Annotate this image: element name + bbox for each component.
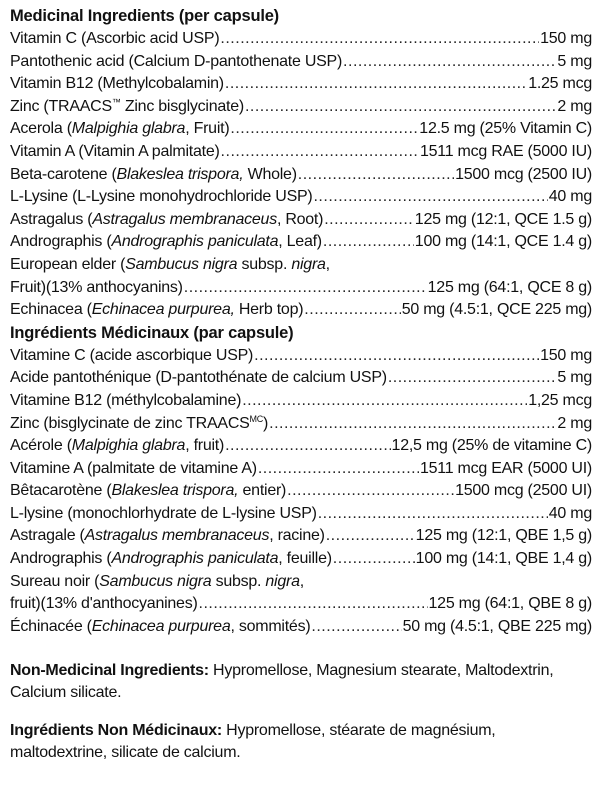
ingredient-name: Vitamin C (Ascorbic acid USP) bbox=[10, 30, 220, 47]
french-medicinal-section bbox=[10, 322, 592, 639]
ingredient-row bbox=[10, 503, 592, 526]
section-heading: Medicinal Ingredients (per capsule) bbox=[10, 7, 279, 25]
latin-name: Astragalus membranaceus bbox=[92, 210, 277, 228]
dot-leader bbox=[269, 413, 556, 436]
dot-leader bbox=[333, 548, 415, 571]
ingredient-row bbox=[10, 277, 592, 300]
latin-name: Blakeslea trispora, bbox=[111, 482, 239, 500]
ingredient-name: Acerola (Malpighia glabra, Fruit) bbox=[10, 120, 230, 138]
dot-leader bbox=[220, 28, 539, 51]
ingredient-row bbox=[10, 616, 592, 639]
ingredient-row bbox=[10, 73, 592, 96]
ingredient-amount: 150 mg bbox=[540, 30, 592, 47]
ingredient-amount: 1500 mcg (2500 IU) bbox=[455, 165, 592, 183]
dot-leader bbox=[225, 435, 390, 458]
ingredient-name: L-lysine (monochlorhydrate de L-lysine USP) bbox=[10, 504, 317, 522]
dot-leader bbox=[304, 299, 400, 322]
ingredient-name: Astragale (Astragalus membranaceus, racine) bbox=[10, 527, 325, 545]
latin-name: Astragalus membranaceus bbox=[84, 527, 270, 545]
section-heading: Ingrédients Médicinaux (par capsule) bbox=[10, 323, 294, 342]
non-medicinal-french bbox=[10, 720, 592, 764]
ingredient-name: L-Lysine (L-Lysine monohydrochloride USP) bbox=[10, 188, 313, 206]
latin-name: Echinacea purpurea bbox=[91, 617, 231, 635]
ingredient-amount: 1511 mcg EAR (5000 UI) bbox=[419, 459, 592, 477]
ingredient-row bbox=[10, 51, 592, 74]
latin-name: Malpighia glabra bbox=[71, 437, 186, 455]
ingredient-name: Vitamine C (acide ascorbique USP) bbox=[10, 346, 254, 364]
ingredient-row bbox=[10, 28, 592, 51]
ingredient-row bbox=[10, 186, 592, 209]
ingredient-row bbox=[10, 118, 592, 141]
dot-leader bbox=[254, 345, 539, 368]
latin-name: Sambucus nigra bbox=[125, 255, 238, 273]
latin-name: Malpighia glabra bbox=[71, 120, 186, 138]
ingredient-name: Vitamin B12 (Methylcobalamin) bbox=[10, 75, 224, 93]
ingredient-name: Pantothenic acid (Calcium D-pantothenate USP) bbox=[10, 52, 343, 70]
ingredient-name: Vitamin A (Vitamin A palmitate) bbox=[10, 142, 220, 160]
dot-leader bbox=[184, 277, 427, 300]
ingredient-amount: 125 mg (64:1, QCE 8 g) bbox=[427, 278, 592, 296]
dot-leader bbox=[298, 164, 454, 187]
english-medicinal-section bbox=[10, 5, 592, 322]
ingredient-amount: 1500 mcg (2500 UI) bbox=[455, 482, 592, 500]
dot-leader bbox=[258, 458, 419, 481]
ingredient-row bbox=[10, 458, 592, 481]
ingredient-row bbox=[10, 141, 592, 164]
ingredient-row bbox=[10, 231, 592, 254]
ingredient-row bbox=[10, 390, 592, 413]
ingredient-amount: 2 mg bbox=[557, 97, 592, 115]
ingredient-row bbox=[10, 593, 592, 616]
ingredient-name: Vitamine A (palmitate de vitamine A) bbox=[10, 459, 257, 477]
ingredient-name: Echinacea (Echinacea purpurea, Herb top) bbox=[10, 301, 304, 319]
ingredient-amount: 125 mg (12:1, QBE 1,5 g) bbox=[415, 527, 592, 545]
non-medicinal-label: Ingrédients Non Médicinaux: bbox=[10, 722, 222, 740]
ingredient-name: Andrographis (Andrographis paniculata, Leaf) bbox=[10, 233, 322, 251]
ingredient-row bbox=[10, 548, 592, 571]
latin-name: Blakeslea trispora, bbox=[116, 165, 244, 183]
ingredient-amount: 125 mg (12:1, QCE 1.5 g) bbox=[414, 210, 592, 228]
latin-name: nigra bbox=[265, 572, 300, 590]
ingredient-name: Andrographis (Andrographis paniculata, feuille) bbox=[10, 550, 332, 568]
non-medicinal-english bbox=[10, 660, 592, 704]
ingredient-amount: 150 mg bbox=[540, 346, 592, 364]
ingredient-amount: 40 mg bbox=[548, 188, 592, 206]
ingredient-name: Beta-carotene (Blakeslea trispora, Whole) bbox=[10, 165, 297, 183]
non-medicinal-section bbox=[10, 660, 592, 764]
ingredient-name: Acérole (Malpighia glabra, fruit) bbox=[10, 437, 225, 455]
ingredient-row bbox=[10, 96, 592, 119]
ingredient-name: Sureau noir (Sambucus nigra subsp. nigra, bbox=[10, 572, 304, 590]
ingredient-amount: 1511 mcg RAE (5000 IU) bbox=[419, 142, 592, 160]
dot-leader bbox=[343, 51, 556, 74]
ingredient-row bbox=[10, 480, 592, 503]
non-medicinal-text: Hypromellose, stéarate de magnésium, maltodextrine, silicate de calcium. bbox=[10, 722, 496, 762]
dot-leader bbox=[245, 96, 556, 119]
latin-name: Andrographis paniculata bbox=[111, 233, 279, 251]
ingredient-amount: 1.25 mcg bbox=[528, 75, 592, 93]
ingredient-name-continued: Fruit)(13% anthocyanins) bbox=[10, 278, 183, 296]
ingredient-amount: 50 mg (4.5:1, QBE 225 mg) bbox=[402, 617, 592, 635]
dot-leader bbox=[323, 231, 414, 254]
ingredient-amount: 5 mg bbox=[557, 369, 592, 387]
trademark-mark: MC bbox=[249, 413, 264, 424]
ingredient-row bbox=[10, 435, 592, 458]
latin-name: Sambucus nigra bbox=[99, 572, 212, 590]
ingredient-row bbox=[10, 413, 592, 436]
ingredient-amount: 12.5 mg (25% Vitamin C) bbox=[419, 120, 592, 138]
ingredient-name: Astragalus (Astragalus membranaceus, Root) bbox=[10, 210, 324, 228]
dot-leader bbox=[311, 616, 401, 639]
ingredient-name: Bêtacarotène (Blakeslea trispora, entier) bbox=[10, 482, 287, 500]
ingredient-row bbox=[10, 345, 592, 368]
dot-leader bbox=[287, 480, 454, 503]
ingredient-amount: 2 mg bbox=[557, 414, 592, 432]
ingredient-row bbox=[10, 209, 592, 232]
ingredient-name: European elder (Sambucus nigra subsp. nigra, bbox=[10, 255, 330, 273]
latin-name: Echinacea purpurea, bbox=[91, 301, 235, 319]
non-medicinal-label: Non-Medicinal Ingredients: bbox=[10, 662, 209, 680]
ingredient-name: Zinc (bisglycinate de zinc $TRAACS^{MC}$) bbox=[10, 413, 269, 432]
ingredient-name: Vitamine B12 (méthylcobalamine) bbox=[10, 391, 242, 409]
ingredient-amount: 1,25 mcg bbox=[528, 391, 592, 409]
dot-leader bbox=[225, 73, 527, 96]
dot-leader bbox=[326, 525, 415, 548]
ingredient-name: Échinacée (Echinacea purpurea, sommités) bbox=[10, 617, 311, 635]
ingredient-name: Zinc (TRAACS™ Zinc bisglycinate) bbox=[10, 96, 244, 115]
ingredient-amount: 50 mg (4.5:1, QCE 225 mg) bbox=[401, 301, 592, 319]
dot-leader bbox=[388, 367, 557, 390]
dot-leader bbox=[318, 503, 548, 526]
ingredient-row bbox=[10, 525, 592, 548]
ingredient-amount: 5 mg bbox=[557, 52, 592, 70]
ingredient-amount: 100 mg (14:1, QCE 1.4 g) bbox=[414, 233, 592, 251]
dot-leader bbox=[324, 209, 414, 232]
latin-name: nigra bbox=[291, 255, 326, 273]
ingredient-row bbox=[10, 299, 592, 322]
ingredient-name: Acide pantothénique (D-pantothénate de calcium USP) bbox=[10, 369, 387, 387]
trademark-mark: ™ bbox=[111, 96, 121, 107]
spacer bbox=[10, 638, 592, 660]
ingredient-name-continued: fruit)(13% d'anthocyanines) bbox=[10, 595, 198, 613]
ingredient-row bbox=[10, 164, 592, 187]
ingredient-amount: 125 mg (64:1, QBE 8 g) bbox=[428, 595, 592, 613]
latin-name: Andrographis paniculata bbox=[111, 550, 279, 568]
ingredient-amount: 12,5 mg (25% de vitamine C) bbox=[391, 437, 592, 455]
non-medicinal-text: Hypromellose, Magnesium stearate, Maltodextrin, Calcium silicate. bbox=[10, 662, 554, 702]
ingredient-amount: 100 mg (14:1, QBE 1,4 g) bbox=[415, 550, 592, 568]
dot-leader bbox=[242, 390, 527, 413]
dot-leader bbox=[313, 186, 547, 209]
ingredient-amount: 40 mg bbox=[548, 504, 592, 522]
dot-leader bbox=[230, 118, 418, 141]
dot-leader bbox=[199, 593, 428, 616]
dot-leader bbox=[221, 141, 419, 164]
ingredient-row bbox=[10, 367, 592, 390]
